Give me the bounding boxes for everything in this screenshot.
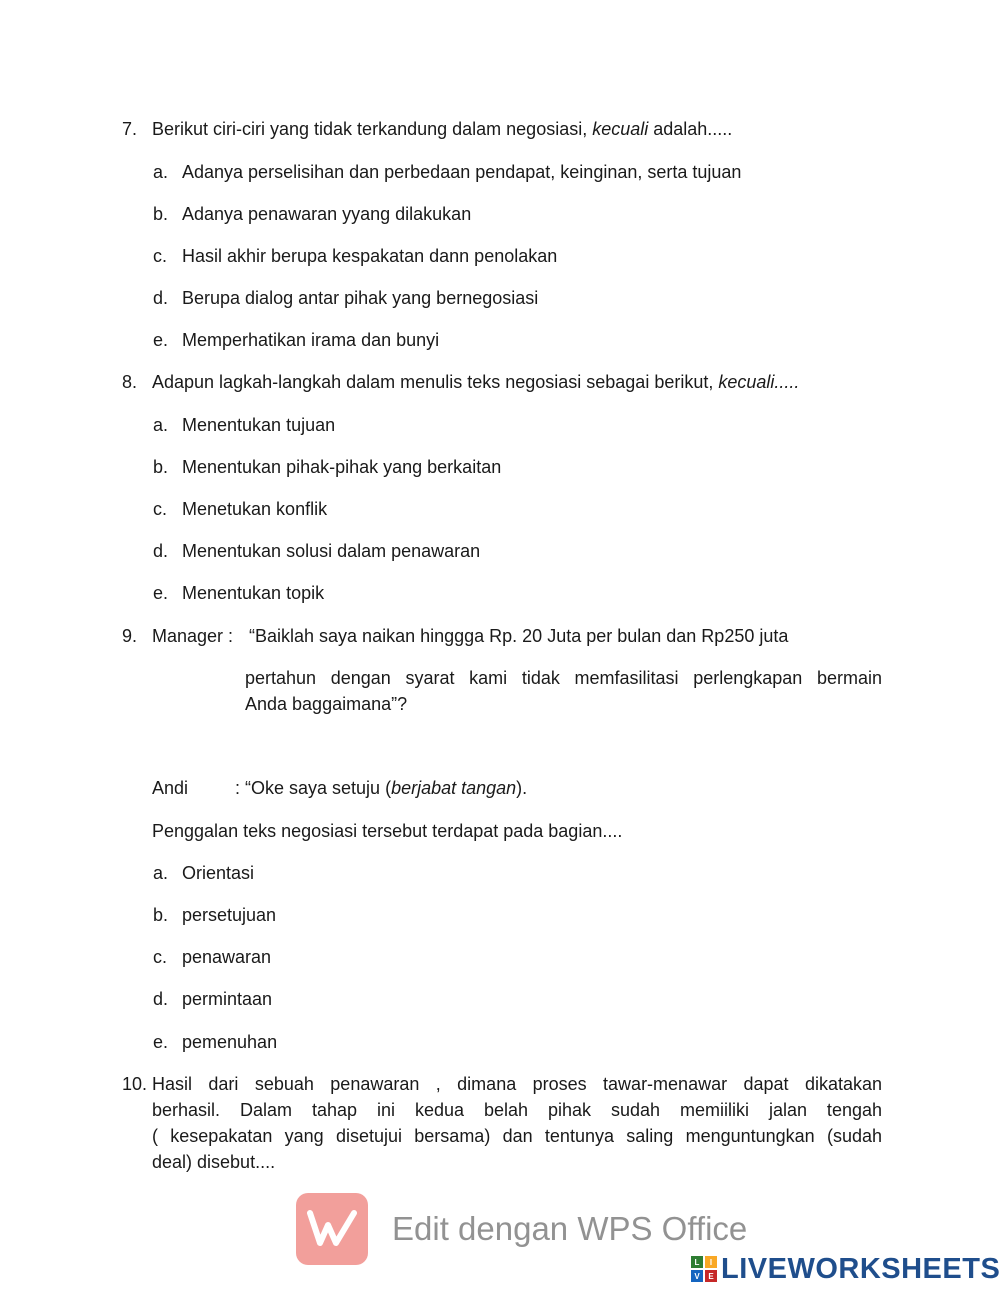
andi-dialogue: : “Oke saya setuju (berjabat tangan).	[235, 778, 528, 798]
grid-cell: E	[705, 1270, 717, 1282]
option-text: Orientasi	[182, 863, 255, 883]
question-text: Adapun lagkah-langkah dalam menulis teks negosiasi sebagai berikut, kecuali.....	[152, 372, 800, 392]
liveworksheets-logo[interactable]	[691, 1254, 1000, 1284]
liveworksheets-grid-icon	[691, 1256, 717, 1282]
question-text: Berikut ciri-ciri yang tidak terkandung dalam negosiasi, kecuali adalah.....	[152, 119, 733, 139]
option-letter: b.	[153, 457, 169, 477]
option-letter: a.	[153, 162, 169, 182]
option-letter: e.	[153, 583, 169, 603]
grid-cell: L	[691, 1256, 703, 1268]
option-text: Menentukan topik	[182, 583, 325, 603]
option-letter: e.	[153, 330, 169, 350]
option-text: Menentukan tujuan	[182, 415, 336, 435]
manager-dialogue-continued: pertahun dengan syarat kami tidak memfasilitasi perlengkapan bermain Anda baggaimana”?	[245, 668, 882, 714]
speaker-label-manager: Manager :	[152, 626, 234, 646]
option-letter: c.	[153, 246, 168, 266]
option-letter: c.	[153, 499, 168, 519]
option-letter: b.	[153, 905, 169, 925]
option-text: pemenuhan	[182, 1032, 278, 1052]
option-letter: a.	[153, 415, 169, 435]
option-text: Menentukan solusi dalam penawaran	[182, 541, 481, 561]
grid-cell: V	[691, 1270, 703, 1282]
question-number: 8.	[122, 372, 138, 392]
question-number: 10.	[122, 1074, 148, 1094]
option-text: Hasil akhir berupa kespakatan dann penolakan	[182, 246, 558, 266]
option-letter: d.	[153, 989, 169, 1009]
option-letter: e.	[153, 1032, 169, 1052]
option-text: Berupa dialog antar pihak yang bernegosiasi	[182, 288, 539, 308]
option-text: Adanya perselisihan dan perbedaan pendapat, keinginan, serta tujuan	[182, 162, 742, 182]
question-number: 9.	[122, 626, 138, 646]
option-text: permintaan	[182, 989, 273, 1009]
option-text: penawaran	[182, 947, 272, 967]
option-text: persetujuan	[182, 905, 277, 925]
question-number: 7.	[122, 119, 138, 139]
grid-cell: I	[705, 1256, 717, 1268]
option-letter: d.	[153, 541, 169, 561]
option-letter: d.	[153, 288, 169, 308]
option-text: Menetukan konflik	[182, 499, 328, 519]
option-letter: b.	[153, 204, 169, 224]
option-text: Memperhatikan irama dan bunyi	[182, 330, 440, 350]
option-text: Adanya penawaran yyang dilakukan	[182, 204, 472, 224]
wps-logo-icon	[296, 1193, 368, 1265]
option-letter: c.	[153, 947, 168, 967]
wps-w-icon	[306, 1209, 358, 1249]
option-text: Menentukan pihak-pihak yang berkaitan	[182, 457, 502, 477]
question-prompt: Penggalan teks negosiasi tersebut terdapat pada bagian....	[152, 821, 623, 841]
option-letter: a.	[153, 863, 169, 883]
question-text: Hasil dari sebuah penawaran , dimana proses tawar-menawar dapat dikatakan berhasil. Dalam tahap ini kedua belah pihak sudah memiiliki jalan tengah ( kesepakatan yang disetujui bersama) dan tentunya saling menguntungkan (sudah deal) disebut....	[152, 1074, 882, 1172]
wps-watermark-text: Edit dengan WPS Office	[392, 1210, 748, 1247]
wps-watermark[interactable]	[296, 1193, 756, 1265]
speaker-label-andi: Andi	[152, 778, 189, 798]
manager-dialogue: “Baiklah saya naikan hinggga Rp. 20 Juta per bulan dan Rp250 juta	[249, 626, 789, 646]
liveworksheets-text: LIVEWORKSHEETS	[721, 1252, 1000, 1285]
